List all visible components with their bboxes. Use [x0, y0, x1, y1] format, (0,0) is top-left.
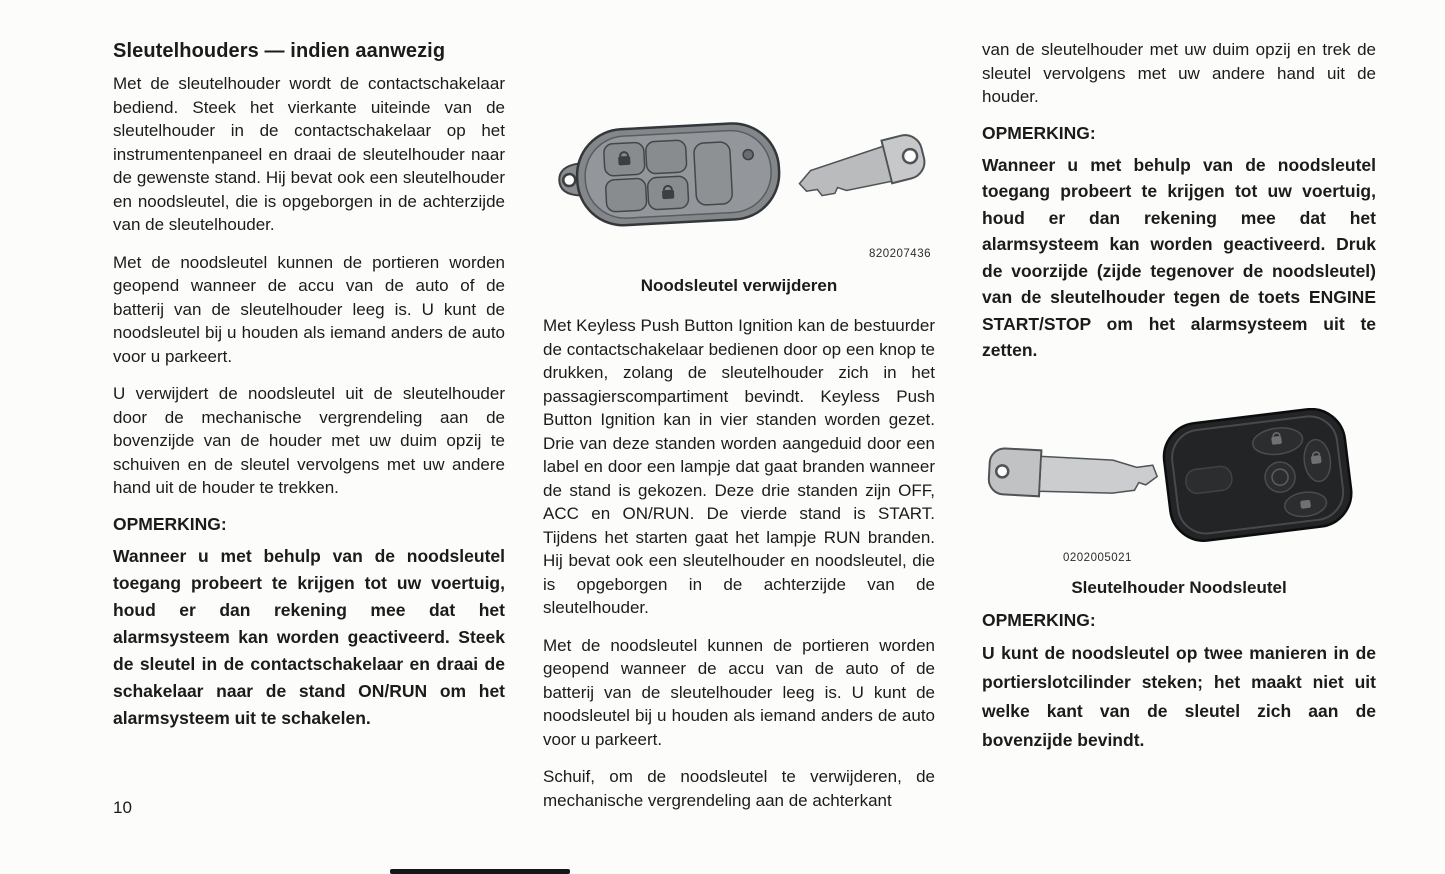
figure-caption: Sleutelhouder Noodsleutel [1071, 577, 1287, 597]
page-number: 10 [113, 798, 132, 817]
section-heading: Sleutelhouders — indien aanwezig [113, 40, 446, 62]
emergency-key-blade [988, 447, 1158, 502]
smart-key-fob-illustration [982, 408, 1376, 548]
column-right [982, 38, 1376, 765]
body-paragraph: U verwijdert de noodsleutel uit de sleutelhouder door de mechanische vergrendeling aan de bovenzijde van de houder met uw duim opzij te schuiven en de sleutel vervolgens met uw andere hand uit de houder te trekken. [113, 384, 505, 497]
body-paragraph: van de sleutelhouder met uw duim opzij en trek de sleutel vervolgens met uw andere hand uit de houder. [982, 40, 1376, 106]
figure-code: 820207436 [868, 248, 931, 260]
body-paragraph: Met de noodsleutel kunnen de portieren worden geopend wanneer de accu van de auto of de batterij van de sleutelhouder leeg is. U kunt de noodsleutel bij u houden als iemand anders de auto voor u parkeert. [543, 635, 935, 749]
body-paragraph: Met de sleutelhouder wordt de contactschakelaar bediend. Steek het vierkante uiteinde van de sleutelhouder in de contactschakelaar op het instrumentenpaneel en draai de sleutelhouder naar de gewenste stand. Hij bevat ook een sleutelhouder en noodsleutel, die is opgeborgen in de achterzijde van de sleutelhouder. [113, 74, 505, 234]
note-heading: OPMERKING: [982, 122, 1096, 143]
note-paragraph: U kunt de noodsleutel op twee manieren in de portierslotcilinder steken; het maakt niet uit welke kant van de sleutel zich aan de bovenzijde bevindt. [982, 642, 1376, 750]
body-paragraph: Met de noodsleutel kunnen de portieren worden geopend wanneer de accu van de auto of de batterij van de sleutelhouder leeg is. U kunt de noodsleutel bij u houden als iemand anders de auto voor u parkeert. [113, 252, 505, 366]
figure-key-fob-emergency-key [982, 408, 1376, 564]
note-heading: OPMERKING: [982, 609, 1096, 630]
emergency-key-blade [794, 132, 928, 205]
note-heading: OPMERKING: [113, 513, 227, 534]
note-paragraph: Wanneer u met behulp van de noodsleutel toegang probeert te krijgen tot uw voertuig, houd er dan rekening mee dat het alarmsysteem kan worden geactiveerd. Druk de voorzijde (zijde tegenover de noodsleutel) van de sleutelhouder tegen de toets ENGINE START/STOP om het alarmsysteem uit te zetten. [982, 154, 1376, 360]
scan-edge-artifact [390, 869, 570, 874]
body-paragraph: Met Keyless Push Button Ignition kan de bestuurder de contactschakelaar bedienen door op een knop te drukken, zolang de sleutelhouder zich in het passagierscompartiment bevindt. Keyless Push Button Ignition kan in vier standen worden gezet. Drie van deze standen worden aangeduid door een label en door een lampje dat gaat branden wanneer de stand is gekozen. Deze drie standen zijn OFF, ACC en ON/RUN. De vierde stand is START. Tijdens het starten gaat het lampje RUN branden. Hij bevat ook een sleutelhouder en noodsleutel, die is opgeborgen in de achterzijde van de sleutelhouder. [543, 316, 935, 617]
note-paragraph: Wanneer u met behulp van de noodsleutel toegang probeert te krijgen tot uw voertuig, houd er dan rekening mee dat het alarmsysteem kan worden geactiveerd. Steek de sleutel in de contactschakelaar en draai de schakelaar naar de stand ON/RUN om het alarmsysteem uit te schakelen. [113, 545, 505, 728]
column-left [113, 40, 505, 742]
body-paragraph: Schuif, om de noodsleutel te verwijderen, de mechanische vergrendeling aan de achterkant [543, 767, 935, 810]
column-middle [543, 96, 935, 826]
figure-remove-emergency-key [543, 96, 935, 260]
figure-code: 0202005021 [1063, 551, 1132, 564]
remote-key-fob-illustration [543, 96, 935, 246]
figure-caption: Noodsleutel verwijderen [640, 276, 838, 295]
